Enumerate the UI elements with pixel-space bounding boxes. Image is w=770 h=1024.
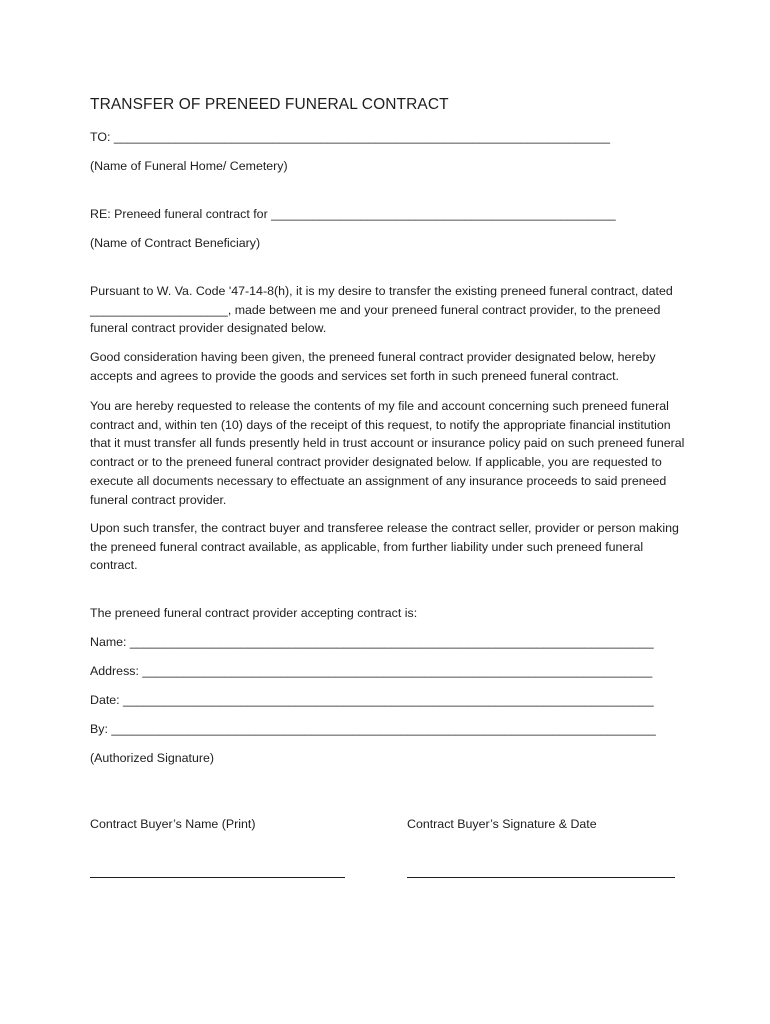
buyer-signature-date-line <box>407 877 675 878</box>
paragraph-release-request: You are hereby requested to release the contents of my file and account concerning such preneed funeral contract and, within ten (10) days of the receipt of this request, to notify the appropriate financial institution that it must transfer all funds presently held in trust account or insurance policy paid on such preneed funeral contract or to the preneed funeral contract provider designated below. If applicable, you are requested to execute all documents necessary to effectuate an assignment of any insurance proceeds to said preneed funeral contract provider. <box>90 399 685 507</box>
paragraph-transfer-desire: Pursuant to W. Va. Code '47-14-8(h), it is my desire to transfer the existing preneed funeral contract, dated ____________________, made between me and your preneed funeral contract provider, to the preneed funeral contract provider designated below. <box>90 284 673 336</box>
provider-address-field: Address: __________________________________________________________________________ <box>90 664 653 678</box>
provider-by-field: By: _______________________________________________________________________________ <box>90 722 656 736</box>
provider-name-field: Name: ____________________________________________________________________________ <box>90 635 654 649</box>
buyer-name-signature-line <box>90 877 345 878</box>
paragraph-liability-release: Upon such transfer, the contract buyer and transferee release the contract seller, provider or person making the preneed funeral contract available, as applicable, from further liability under such preneed funeral contract. <box>90 521 679 573</box>
re-field: RE: Preneed funeral contract for __________________________________________________ <box>90 207 616 221</box>
authorized-signature-caption: (Authorized Signature) <box>90 751 214 765</box>
to-field: TO: ________________________________________________________________________ <box>90 130 611 144</box>
buyer-signature-label: Contract Buyer’s Signature & Date <box>407 817 597 831</box>
paragraph-consideration: Good consideration having been given, the preneed funeral contract provider designated below, hereby accepts and agrees to provide the goods and services set forth in such preneed funeral contract. <box>90 350 656 383</box>
provider-intro: The preneed funeral contract provider accepting contract is: <box>90 606 418 620</box>
funeral-home-caption: (Name of Funeral Home/ Cemetery) <box>90 159 288 173</box>
document-title: TRANSFER OF PRENEED FUNERAL CONTRACT <box>90 96 449 113</box>
beneficiary-caption: (Name of Contract Beneficiary) <box>90 236 261 250</box>
buyer-name-label: Contract Buyer’s Name (Print) <box>90 817 256 831</box>
provider-date-field: Date: _____________________________________________________________________________ <box>90 693 654 707</box>
